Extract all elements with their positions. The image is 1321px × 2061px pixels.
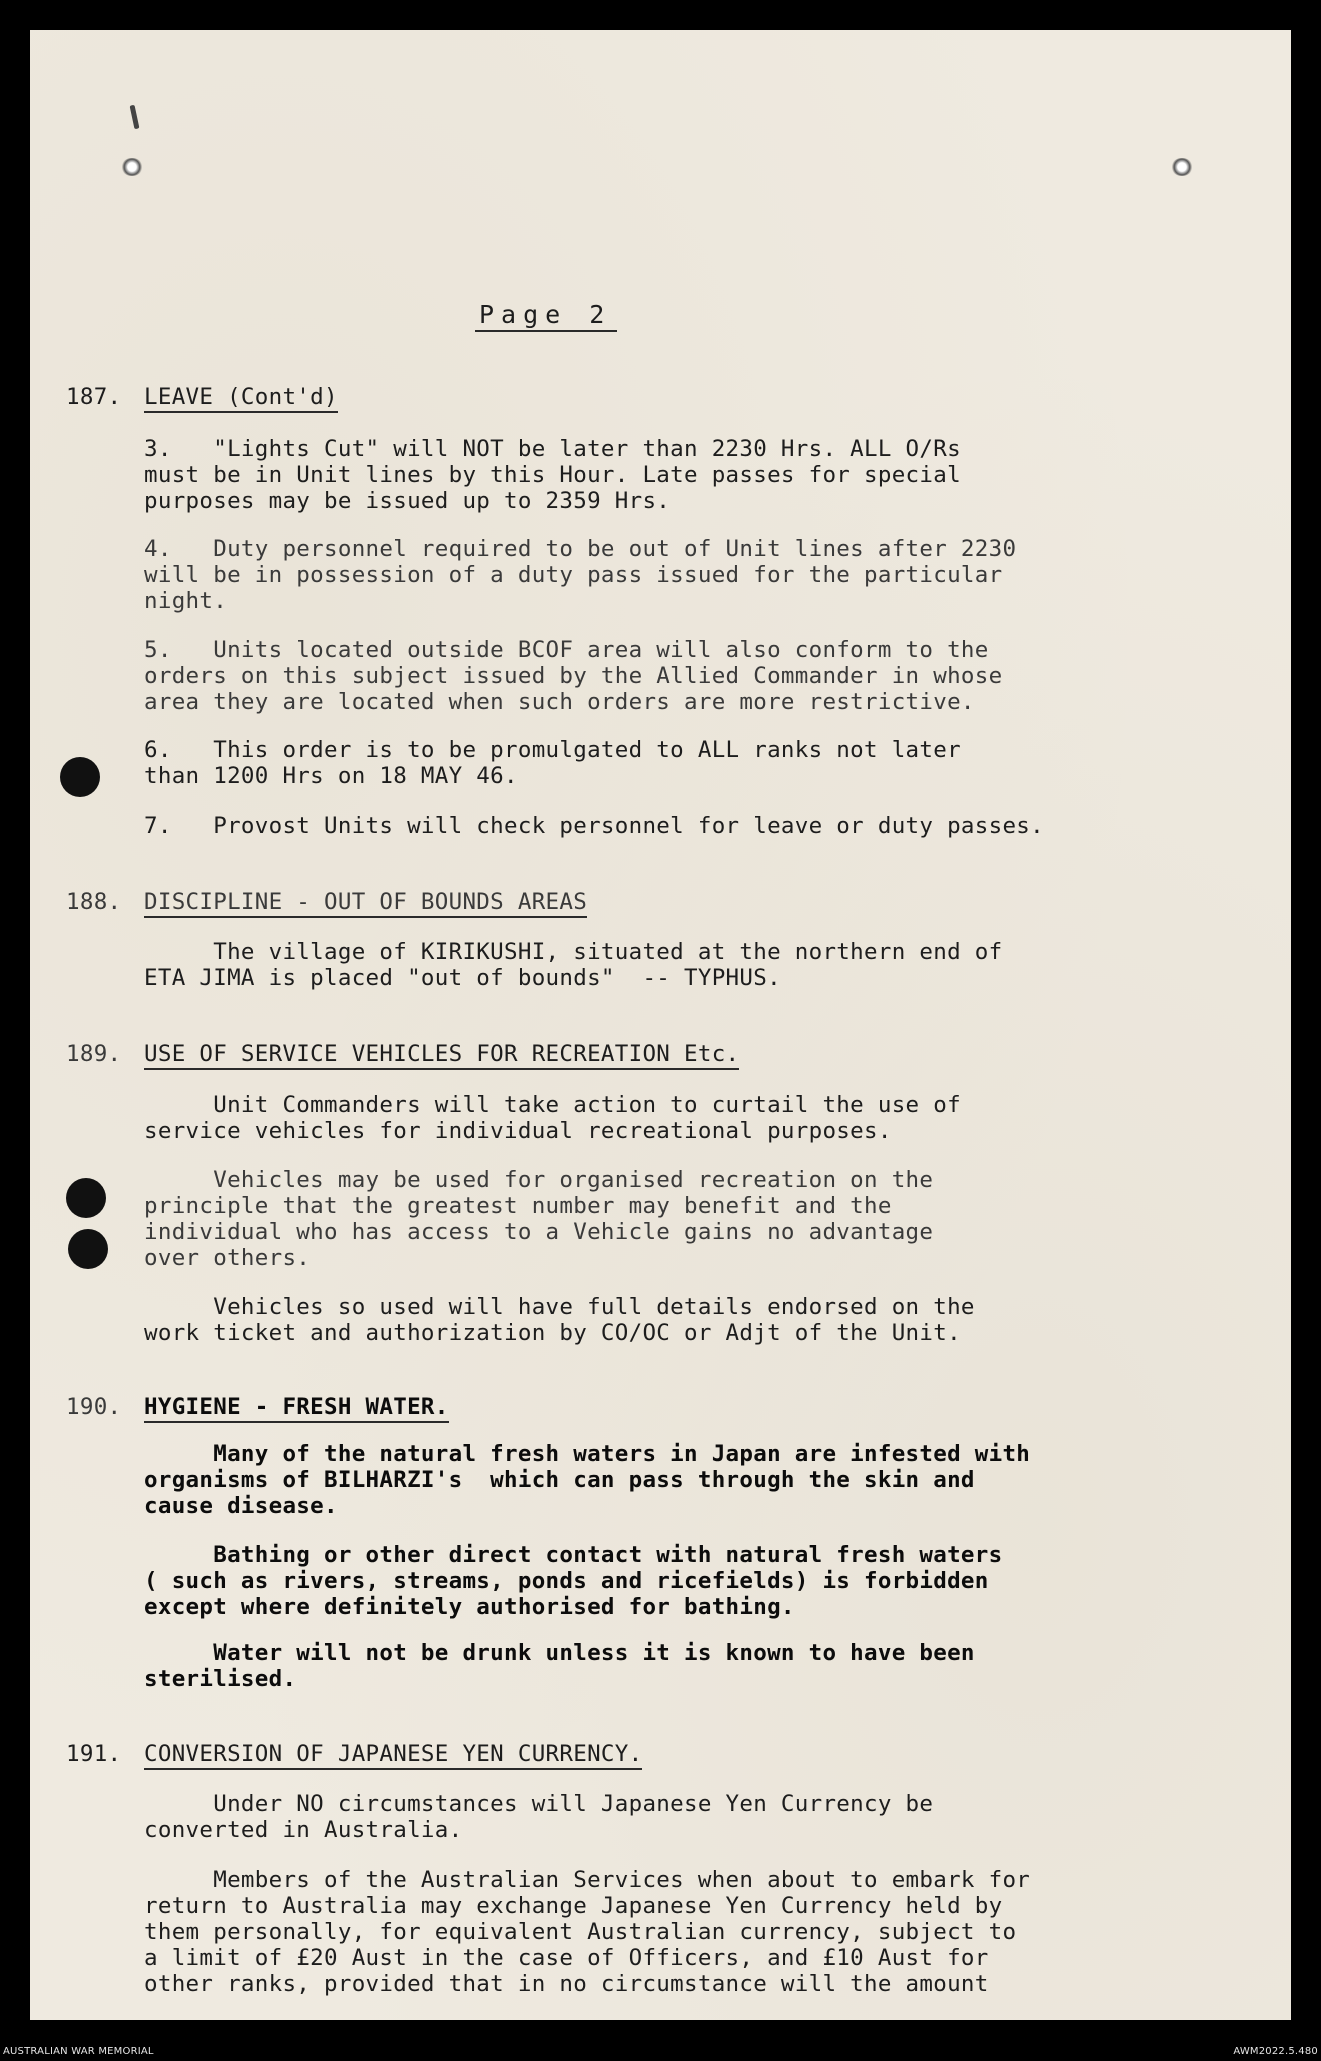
text-line: Water will not be drunk unless it is known to have been (144, 1640, 975, 1666)
text-line: 5. Units located outside BCOF area will also conform to the (144, 637, 989, 663)
text-line: cause disease. (144, 1493, 338, 1519)
paragraph (144, 536, 1194, 614)
paragraph (144, 813, 1194, 839)
section-number: 189. (66, 1041, 122, 1067)
text-line: The village of KIRIKUSHI, situated at the northern end of (144, 939, 1003, 965)
page-heading: Page 2 (475, 302, 617, 332)
text-line: orders on this subject issued by the Allied Commander in whose (144, 663, 1003, 689)
text-line: organisms of BILHARZI's which can pass through the skin and (144, 1467, 975, 1493)
paragraph (144, 1640, 1194, 1692)
text-line: Many of the natural fresh waters in Japan are infested with (144, 1441, 1031, 1467)
paragraph (144, 1294, 1194, 1346)
paragraph (144, 1441, 1194, 1519)
paragraph (144, 637, 1194, 715)
text-line: ( such as rivers, streams, ponds and ricefields) is forbidden (144, 1568, 989, 1594)
text-line: 3. "Lights Cut" will NOT be later than 2230 Hrs. ALL O/Rs (144, 436, 961, 462)
footer-accession-number: AWM2022.5.480 (1233, 2046, 1318, 2057)
paragraph (144, 1167, 1194, 1271)
text-line: over others. (144, 1245, 311, 1271)
text-line: Bathing or other direct contact with natural fresh waters (144, 1542, 1003, 1568)
paragraph (144, 436, 1194, 514)
text-line: individual who has access to a Vehicle gains no advantage (144, 1219, 934, 1245)
text-line: them personally, for equivalent Australian currency, subject to (144, 1919, 1017, 1945)
section-number: 191. (66, 1741, 122, 1767)
footer-credit: AUSTRALIAN WAR MEMORIAL (3, 2046, 154, 2057)
section-number: 188. (66, 889, 122, 915)
text-line: principle that the greatest number may benefit and the (144, 1193, 892, 1219)
section-number: 190. (66, 1394, 122, 1420)
text-line: must be in Unit lines by this Hour. Late passes for special (144, 462, 961, 488)
text-line: Vehicles so used will have full details endorsed on the (144, 1294, 975, 1320)
text-line: ETA JIMA is placed "out of bounds" -- TYPHUS. (144, 965, 781, 991)
section-title: DISCIPLINE - OUT OF BOUNDS AREAS (144, 889, 587, 918)
paragraph (144, 939, 1194, 991)
text-line: 6. This order is to be promulgated to ALL ranks not later (144, 737, 961, 763)
paragraph (144, 1092, 1194, 1144)
paragraph (144, 1542, 1194, 1620)
text-line: Vehicles may be used for organised recreation on the (144, 1167, 934, 1193)
text-line: Unit Commanders will take action to curtail the use of (144, 1092, 961, 1118)
text-line: night. (144, 588, 228, 614)
text-line: purposes may be issued up to 2359 Hrs. (144, 488, 671, 514)
section-title: LEAVE (Cont'd) (144, 384, 338, 413)
text-line: a limit of £20 Aust in the case of Officers, and £10 Aust for (144, 1945, 989, 1971)
text-line: converted in Australia. (144, 1817, 463, 1843)
paragraph (144, 1867, 1194, 1997)
text-line: area they are located when such orders are more restrictive. (144, 689, 975, 715)
section-title: CONVERSION OF JAPANESE YEN CURRENCY. (144, 1741, 642, 1770)
text-line: than 1200 Hrs on 18 MAY 46. (144, 763, 518, 789)
text-line: service vehicles for individual recreational purposes. (144, 1118, 892, 1144)
text-line: other ranks, provided that in no circumstance will the amount (144, 1971, 989, 1997)
section-number: 187. (66, 384, 122, 410)
text-line: except where definitely authorised for bathing. (144, 1594, 795, 1620)
text-line: 7. Provost Units will check personnel for leave or duty passes. (144, 813, 1044, 839)
section-title: USE OF SERVICE VEHICLES FOR RECREATION Etc. (144, 1041, 739, 1070)
text-line: 4. Duty personnel required to be out of Unit lines after 2230 (144, 536, 1017, 562)
paragraph (144, 1791, 1194, 1843)
section-title: HYGIENE - FRESH WATER. (144, 1394, 449, 1423)
text-line: will be in possession of a duty pass issued for the particular (144, 562, 1003, 588)
text-line: sterilised. (144, 1666, 297, 1692)
paragraph (144, 737, 1194, 789)
text-line: Members of the Australian Services when about to embark for (144, 1867, 1031, 1893)
text-line: Under NO circumstances will Japanese Yen Currency be (144, 1791, 934, 1817)
text-line: work ticket and authorization by CO/OC or Adjt of the Unit. (144, 1320, 961, 1346)
text-line: return to Australia may exchange Japanese Yen Currency held by (144, 1893, 1003, 1919)
